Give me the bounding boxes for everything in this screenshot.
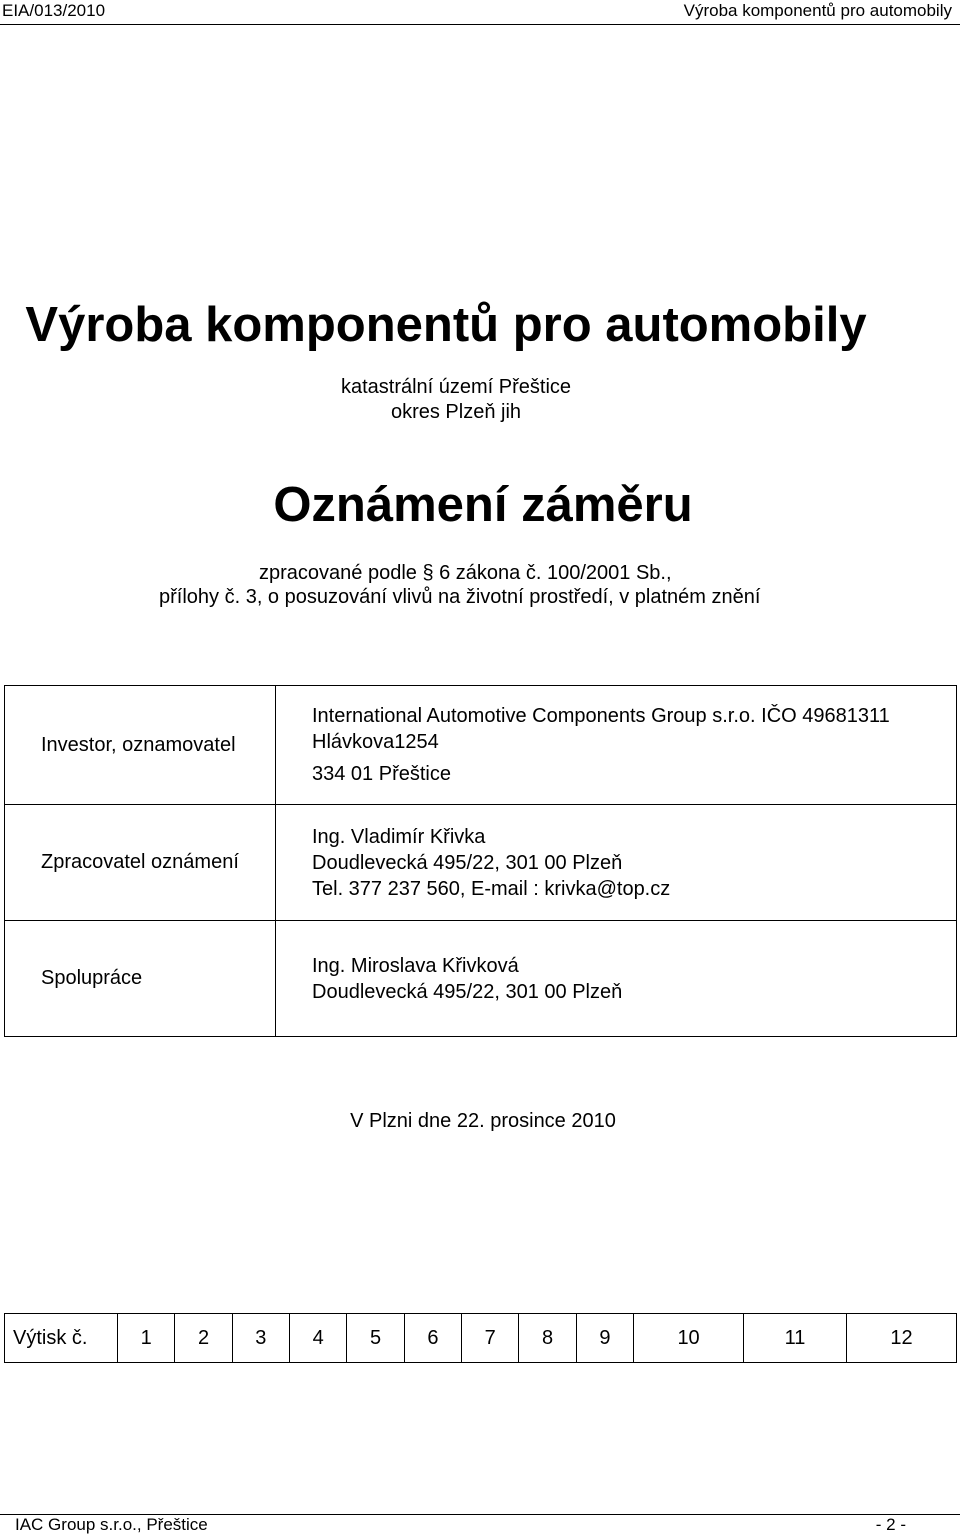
investor-details bbox=[276, 686, 957, 805]
cadastral-area: katastrální území Přeštice bbox=[340, 376, 572, 398]
header-running-title: Výroba komponentů pro automobily bbox=[683, 1, 952, 20]
document-title: Výroba komponentů pro automobily bbox=[25, 298, 867, 352]
processor-label: Zpracovatel oznámení bbox=[5, 805, 276, 921]
header-doc-id: EIA/013/2010 bbox=[2, 1, 106, 20]
copy-number-cell: 6 bbox=[404, 1314, 461, 1363]
processor-contact: Tel. 377 237 560, E-mail : krivka@top.cz bbox=[312, 877, 671, 900]
copy-number-cell: 11 bbox=[744, 1314, 847, 1363]
investor-company: International Automotive Components Group s.r.o. IČO 49681311 bbox=[312, 705, 890, 727]
cooperation-details bbox=[276, 921, 957, 1037]
copy-number-cell: 1 bbox=[118, 1314, 175, 1363]
investor-city: 334 01 Přeštice bbox=[312, 763, 451, 785]
copy-number-cell: 8 bbox=[519, 1314, 576, 1363]
processor-address: Doudlevecká 495/22, 301 00 Plzeň bbox=[312, 851, 623, 874]
footer-page-number: - 2 - bbox=[875, 1515, 906, 1534]
notice-title: Oznámení záměru bbox=[273, 478, 693, 532]
footer-company: IAC Group s.r.o., Přeštice bbox=[15, 1515, 208, 1534]
investor-label: Investor, oznamovatel bbox=[5, 686, 276, 805]
cooperation-address: Doudlevecká 495/22, 301 00 Plzeň bbox=[312, 980, 623, 1003]
copy-number-cell: 10 bbox=[634, 1314, 744, 1363]
copy-number-cell: 7 bbox=[462, 1314, 519, 1363]
header-divider bbox=[0, 24, 960, 25]
copy-number-label: Výtisk č. bbox=[5, 1314, 118, 1363]
legal-basis-line1: zpracované podle § 6 zákona č. 100/2001 Sb., bbox=[259, 562, 672, 584]
copy-number-row bbox=[5, 1314, 957, 1363]
processor-name: Ing. Vladimír Křivka bbox=[312, 825, 486, 848]
table-row-cooperation bbox=[5, 921, 957, 1037]
copy-number-table bbox=[4, 1313, 957, 1363]
copy-number-cell: 9 bbox=[576, 1314, 633, 1363]
copy-number-cell: 4 bbox=[290, 1314, 347, 1363]
copy-number-cell: 2 bbox=[175, 1314, 232, 1363]
project-info-table bbox=[4, 685, 957, 1037]
cooperation-label: Spolupráce bbox=[5, 921, 276, 1037]
processor-details bbox=[276, 805, 957, 921]
copy-number-cell: 5 bbox=[347, 1314, 404, 1363]
copy-number-cell: 3 bbox=[232, 1314, 289, 1363]
copy-number-cell: 12 bbox=[846, 1314, 956, 1363]
investor-street: Hlávkova1254 bbox=[312, 731, 439, 753]
location-block bbox=[0, 375, 912, 425]
table-row-investor bbox=[5, 686, 957, 805]
district: okres Plzeň jih bbox=[390, 401, 522, 423]
cooperation-name: Ing. Miroslava Křivková bbox=[312, 954, 519, 977]
date-place-line: V Plzni dne 22. prosince 2010 bbox=[350, 1110, 616, 1132]
legal-basis-line2: přílohy č. 3, o posuzování vlivů na životní prostředí, v platném znění bbox=[159, 586, 761, 608]
table-row-processor bbox=[5, 805, 957, 921]
